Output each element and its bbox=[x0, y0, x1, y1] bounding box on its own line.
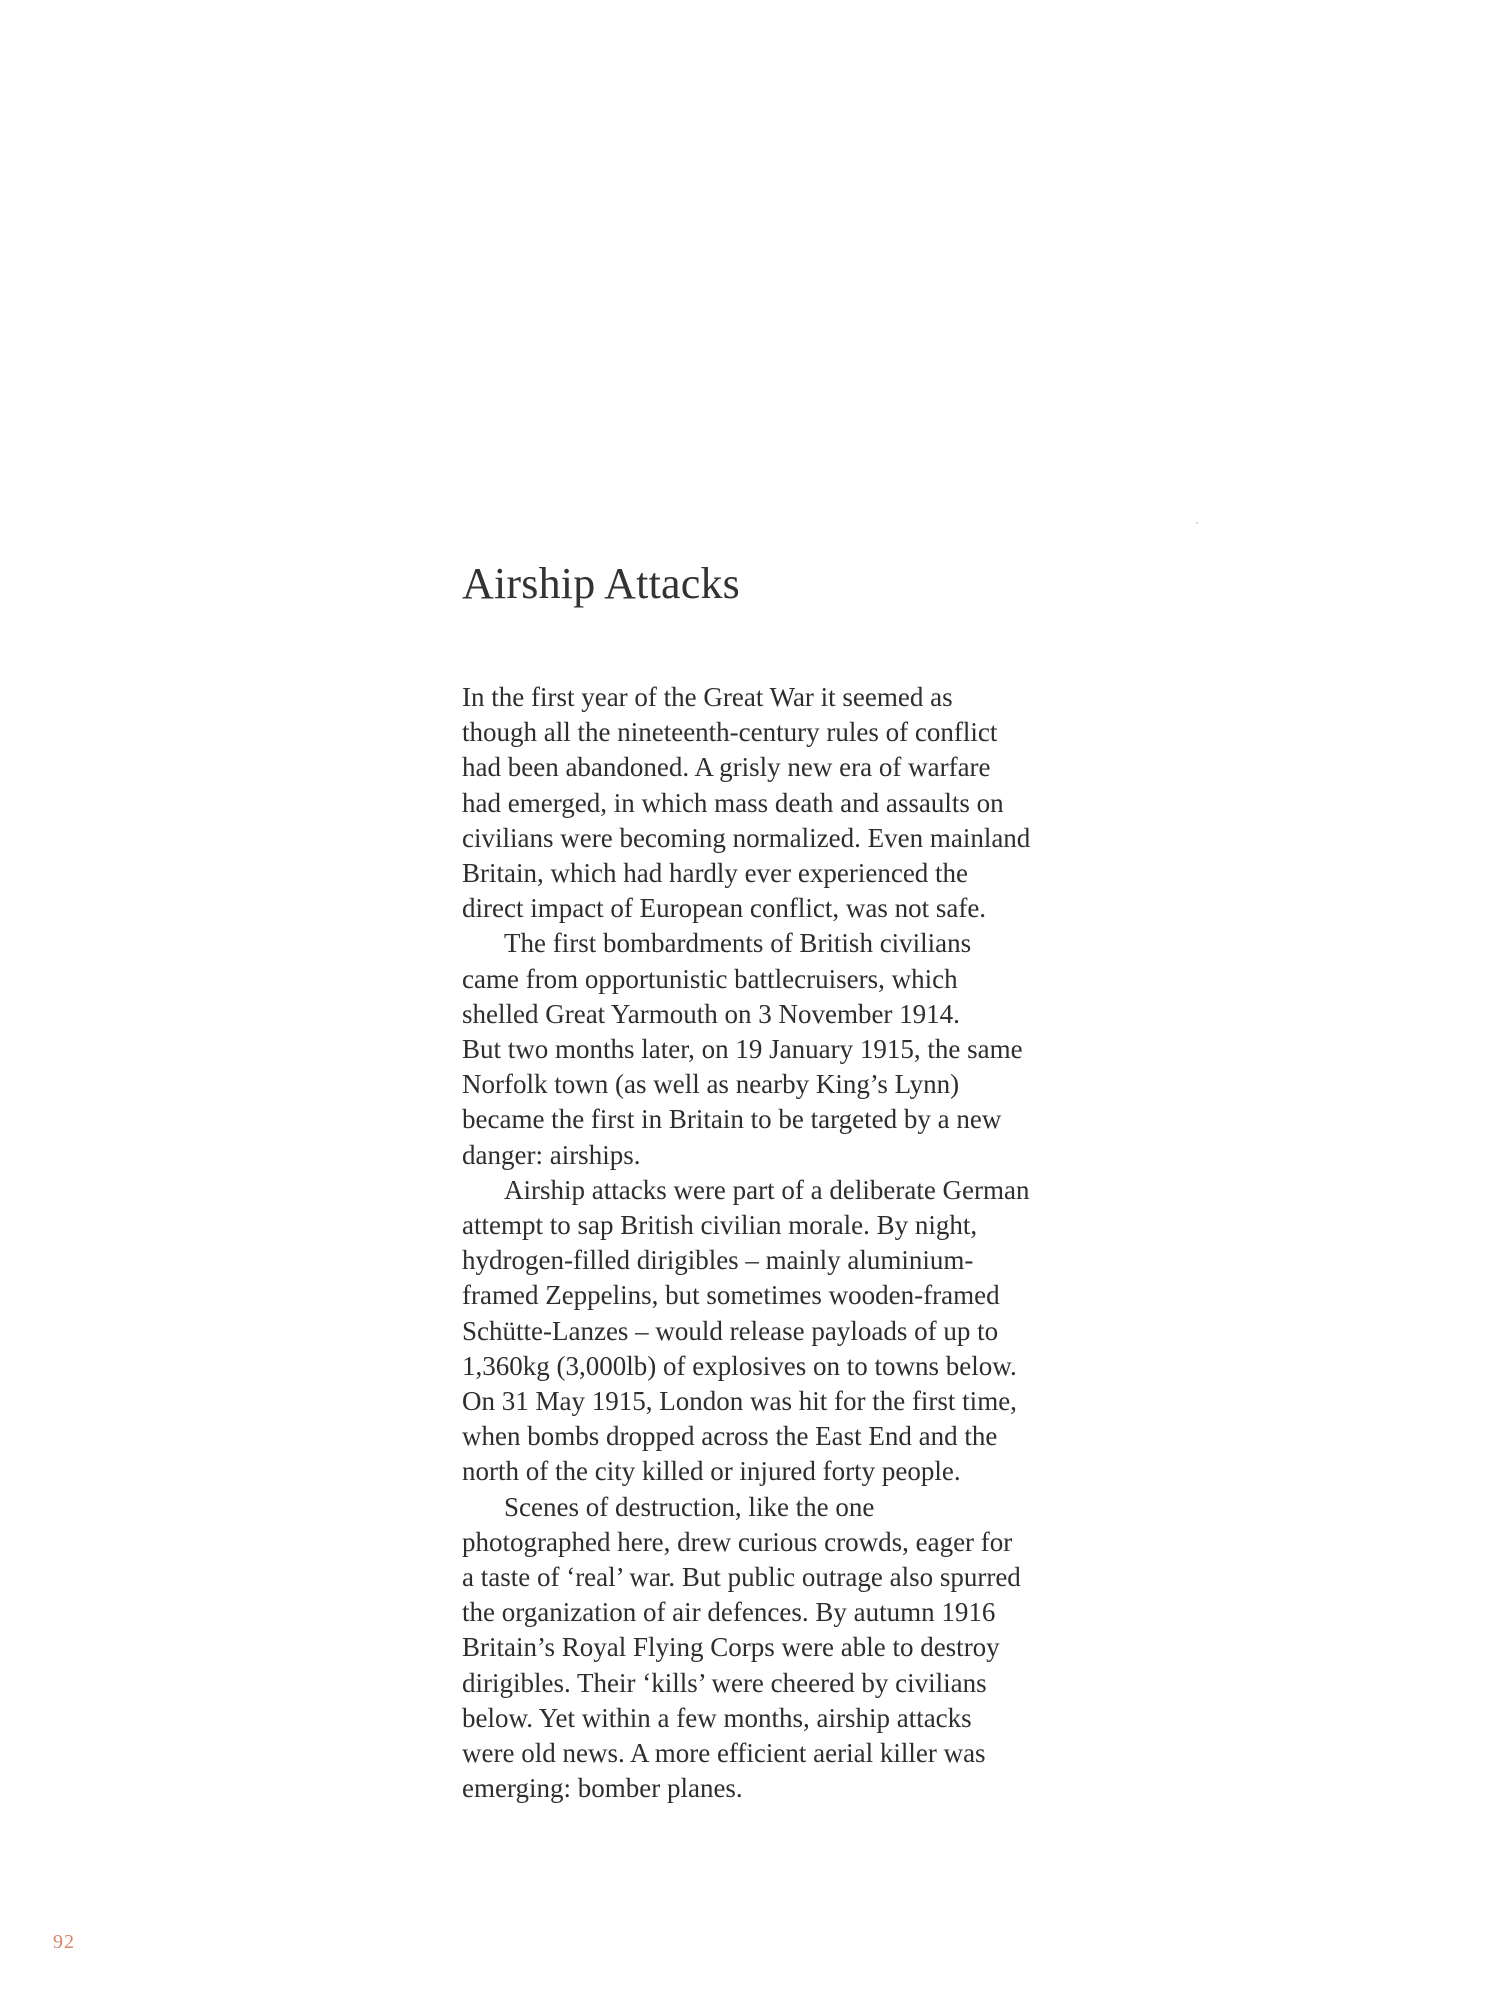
body-line: On 31 May 1915, London was hit for the first time, bbox=[462, 1386, 1017, 1417]
body-line: were old news. A more efficient aerial killer was bbox=[462, 1738, 986, 1769]
body-line: But two months later, on 19 January 1915, the same bbox=[462, 1034, 1023, 1065]
body-text bbox=[462, 680, 1062, 1807]
body-line: civilians were becoming normalized. Even mainland bbox=[462, 822, 1031, 853]
body-line: Schütte-Lanzes – would release payloads of up to bbox=[462, 1315, 999, 1346]
body-line: when bombs dropped across the East End and the bbox=[462, 1421, 998, 1452]
paper-speck bbox=[1196, 522, 1198, 524]
body-line: Norfolk town (as well as nearby King’s Lynn) bbox=[462, 1069, 960, 1100]
body-line: north of the city killed or injured forty people. bbox=[462, 1456, 961, 1487]
body-line: photographed here, drew curious crowds, eager for bbox=[462, 1526, 1013, 1557]
body-line: 1,360kg (3,000lb) of explosives on to towns below. bbox=[462, 1350, 1017, 1381]
body-line: emerging: bomber planes. bbox=[462, 1773, 743, 1804]
body-line: a taste of ‘real’ war. But public outrage also spurred bbox=[462, 1562, 1021, 1593]
body-line: the organization of air defences. By autumn 1916 bbox=[462, 1597, 996, 1628]
body-line: came from opportunistic battlecruisers, which bbox=[462, 963, 958, 994]
body-line: had been abandoned. A grisly new era of warfare bbox=[462, 752, 991, 783]
body-line: Airship attacks were part of a deliberate German bbox=[504, 1174, 1030, 1205]
body-line: shelled Great Yarmouth on 3 November 1914. bbox=[462, 998, 960, 1029]
body-line: Britain’s Royal Flying Corps were able to destroy bbox=[462, 1632, 1000, 1663]
body-line: below. Yet within a few months, airship attacks bbox=[462, 1702, 972, 1733]
body-line: In the first year of the Great War it seemed as bbox=[462, 682, 953, 712]
body-line: had emerged, in which mass death and assaults on bbox=[462, 787, 1004, 818]
body-line: dirigibles. Their ‘kills’ were cheered by civilians bbox=[462, 1667, 987, 1698]
body-line: Britain, which had hardly ever experienced the bbox=[462, 858, 969, 889]
page-title: Airship Attacks bbox=[462, 559, 740, 608]
body-line: danger: airships. bbox=[462, 1139, 641, 1170]
body-line: hydrogen-filled dirigibles – mainly aluminium- bbox=[462, 1245, 974, 1276]
body-line: attempt to sap British civilian morale. By night, bbox=[462, 1210, 978, 1241]
body-line: though all the nineteenth-century rules of conflict bbox=[462, 717, 998, 748]
body-line: direct impact of European conflict, was not safe. bbox=[462, 893, 987, 924]
page-number: 92 bbox=[53, 1931, 75, 1953]
body-line: framed Zeppelins, but sometimes wooden-framed bbox=[462, 1280, 1000, 1311]
body-line: Scenes of destruction, like the one bbox=[504, 1491, 875, 1522]
body-line: became the first in Britain to be targeted by a new bbox=[462, 1104, 1002, 1135]
body-line: The first bombardments of British civilians bbox=[504, 928, 972, 959]
